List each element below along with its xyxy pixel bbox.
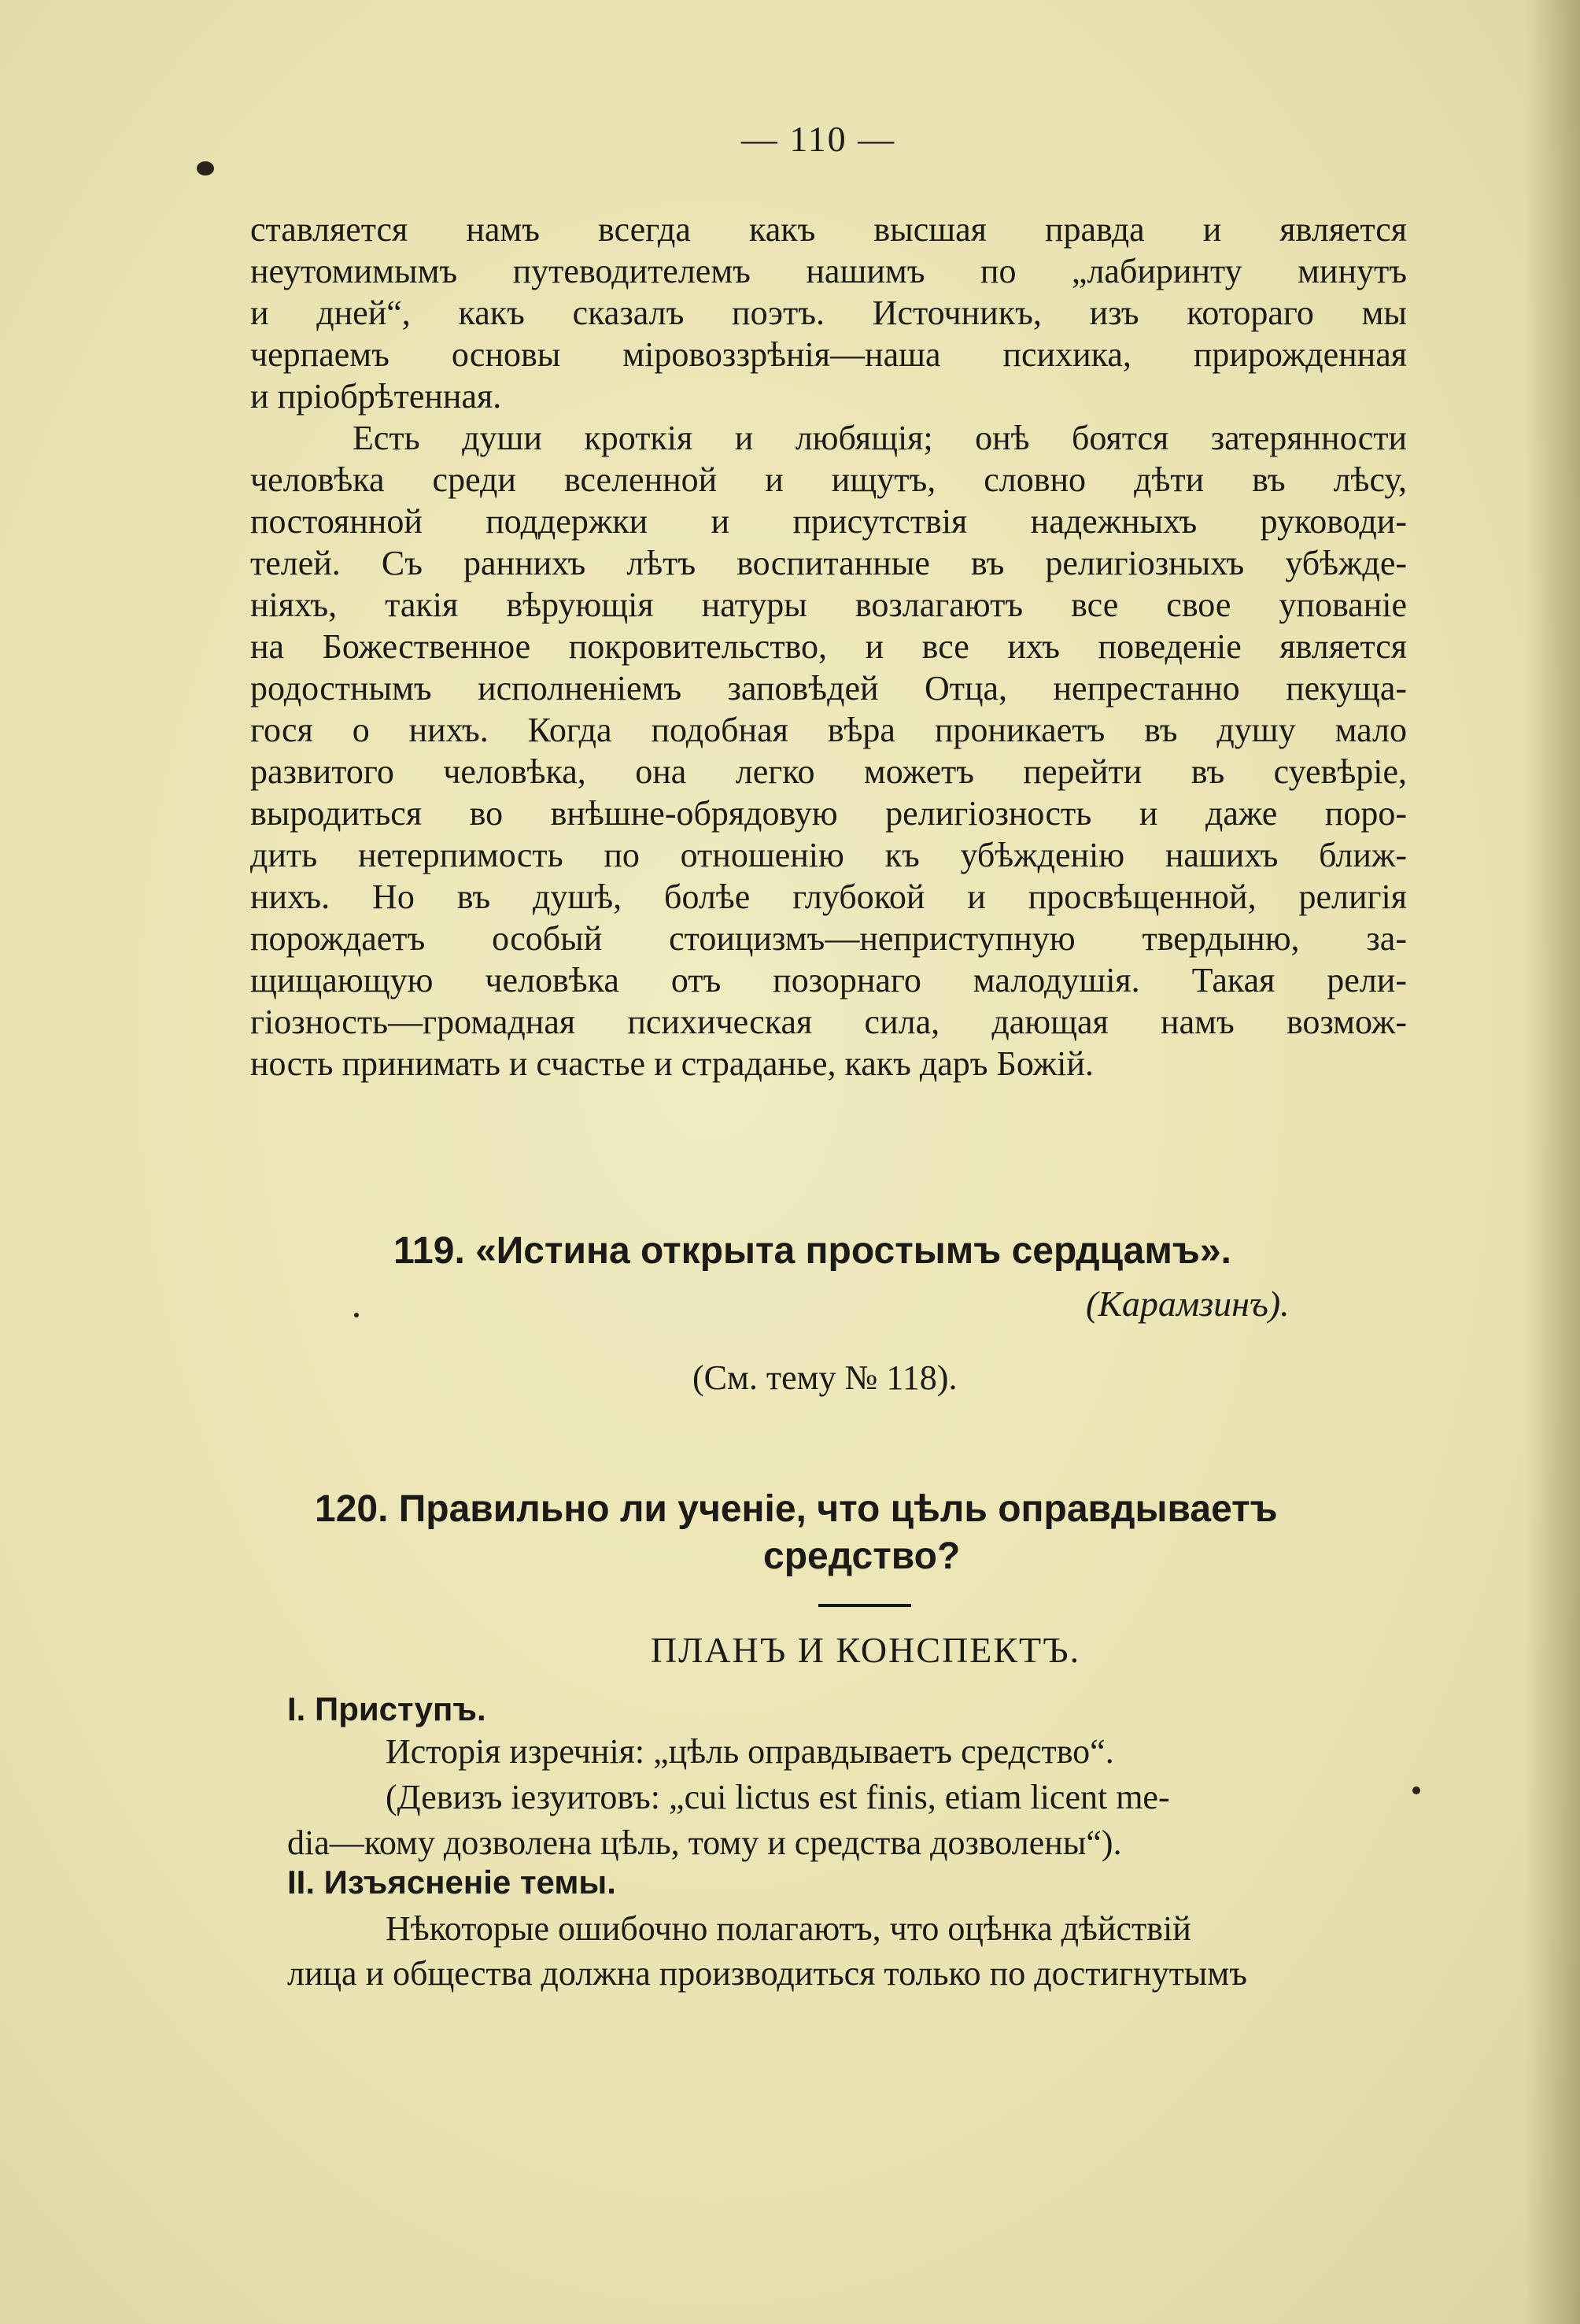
text-line: неутомимымъ путеводителемъ нашимъ по „лабиринту минутъ — [250, 252, 1407, 290]
text-line: гіозность—громадная психическая сила, дающая намъ возмож- — [250, 1003, 1407, 1041]
text-line: развитого человѣка, она легко можетъ перейти въ суевѣріе, — [250, 752, 1407, 791]
text-line: дить нетерпимость по отношенію къ убѣжденію нашихъ ближ- — [250, 836, 1407, 874]
paragraph-religion — [250, 417, 1407, 1084]
topic-120-heading: 120. Правильно ли ученіе, что цѣль оправдываетъ — [315, 1488, 1278, 1530]
topic-119-author: (Карамзинъ). — [1086, 1284, 1290, 1324]
text-line: гося о нихъ. Когда подобная вѣра проникаетъ въ душу мало — [250, 711, 1407, 749]
page-number: — 110 — — [740, 119, 896, 159]
ink-speck — [197, 161, 214, 176]
text-line: Есть души кроткія и любящія; онѣ боятся затерянности — [353, 419, 1407, 457]
text-line: щищающую человѣка отъ позорнаго малодушія. Такая рели- — [250, 961, 1407, 999]
page-edge-shadow — [1525, 0, 1580, 2324]
text-line: постоянной поддержки и присутствія надежныхъ руководи- — [250, 502, 1407, 541]
text-line: телей. Съ раннихъ лѣтъ воспитанные въ религіозныхъ убѣжде- — [250, 544, 1407, 582]
text-line: выродиться во внѣшне-обрядовую религіозность и даже поро- — [250, 794, 1407, 833]
divider-rule — [818, 1604, 911, 1607]
ink-speck — [354, 1313, 359, 1317]
ink-speck — [1412, 1786, 1420, 1794]
section-1-line: (Девизъ іезуитовъ: „cui lictus est finis, etiam licent me- — [386, 1778, 1170, 1816]
text-line: порождаетъ особый стоицизмъ—неприступную твердыню, за- — [250, 919, 1407, 958]
topic-119-see-also: (См. тему № 118). — [692, 1358, 958, 1397]
text-line: на Божественное покровительство, и все ихъ поведеніе является — [250, 627, 1407, 666]
section-1-label: I. Приступъ. — [287, 1690, 486, 1727]
section-1-line: Исторія изречнія: „цѣль оправдываетъ средство“. — [386, 1732, 1114, 1771]
text-line: и дней“, какъ сказалъ поэтъ. Источникъ, изъ котораго мы — [250, 294, 1407, 332]
topic-119-heading: 119. «Истина открыта простымъ сердцамъ». — [393, 1230, 1231, 1272]
text-line: человѣка среди вселенной и ищутъ, словно дѣти въ лѣсу, — [250, 460, 1407, 499]
section-2-line: Нѣкоторые ошибочно полагаютъ, что оцѣнка дѣйствій — [386, 1909, 1191, 1948]
text-line: ность принимать и счастье и страданье, какъ даръ Божій. — [250, 1044, 1094, 1083]
text-line: родостнымъ исполненіемъ заповѣдей Отца, непрестанно пекуща- — [250, 669, 1407, 708]
text-line: черпаемъ основы міровоззрѣнія—наша психика, прирожденная — [250, 335, 1407, 374]
section-1-line: dia—кому дозволена цѣль, тому и средства дозволены“). — [287, 1823, 1122, 1862]
plan-title: ПЛАНЪ И КОНСПЕКТЪ. — [650, 1630, 1081, 1670]
section-2-label: II. Изъясненіе темы. — [287, 1864, 616, 1901]
section-2-line: лица и общества должна производиться только по достигнутымъ — [287, 1954, 1247, 1993]
text-line: и пріобрѣтенная. — [250, 377, 502, 416]
paragraph-continuation — [250, 209, 1407, 417]
text-line: ніяхъ, такія вѣрующія натуры возлагаютъ все свое упованіе — [250, 586, 1407, 624]
topic-120-heading-continued: средство? — [763, 1535, 961, 1577]
text-line: ставляется намъ всегда какъ высшая правда и является — [250, 210, 1407, 249]
text-line: нихъ. Но въ душѣ, болѣе глубокой и просвѣщенной, религія — [250, 878, 1407, 916]
